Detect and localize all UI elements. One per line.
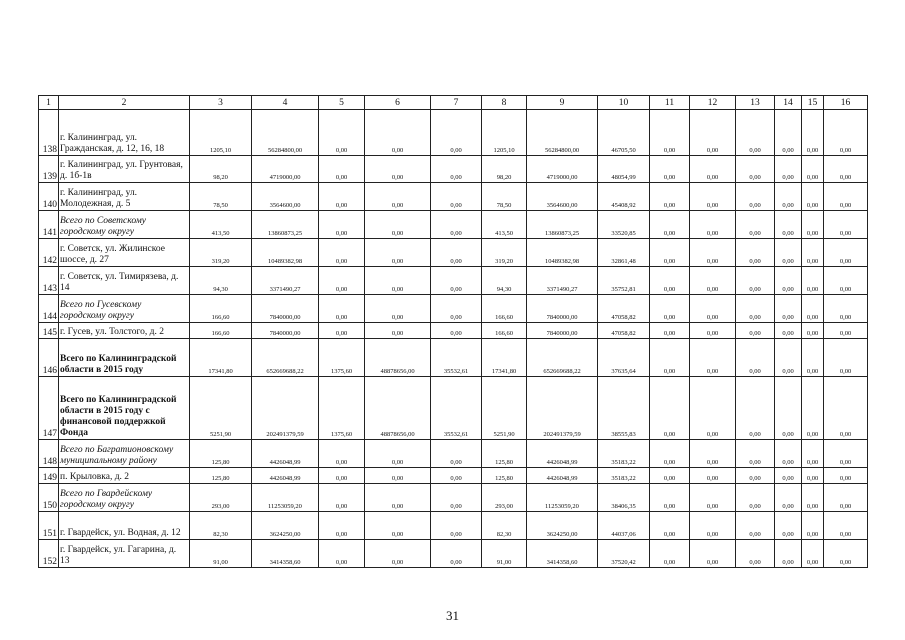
row-number: 149 [39, 468, 59, 484]
value-cell: 0,00 [650, 239, 690, 267]
value-cell: 0,00 [650, 484, 690, 512]
value-cell: 4426048,99 [527, 440, 598, 468]
value-cell: 56284800,00 [252, 110, 319, 156]
value-cell: 48054,99 [598, 156, 650, 183]
value-cell: 0,00 [431, 484, 482, 512]
value-cell: 0,00 [824, 183, 868, 211]
table-row [39, 440, 868, 468]
value-cell: 0,00 [431, 512, 482, 540]
object-name: г. Калининград, ул. Грунтовая, д. 1б-1в [59, 156, 190, 183]
value-cell: 0,00 [365, 468, 431, 484]
value-cell: 0,00 [802, 183, 824, 211]
value-cell: 0,00 [690, 468, 736, 484]
value-cell: 0,00 [824, 468, 868, 484]
value-cell: 3371490,27 [252, 267, 319, 295]
data-table [38, 95, 868, 568]
value-cell: 0,00 [365, 484, 431, 512]
object-name: г. Гвардейск, ул. Гагарина, д. 13 [59, 540, 190, 568]
value-cell: 0,00 [736, 156, 775, 183]
value-cell: 5251,90 [482, 377, 527, 440]
value-cell: 0,00 [802, 540, 824, 568]
row-number: 143 [39, 267, 59, 295]
value-cell: 0,00 [690, 295, 736, 323]
value-cell: 0,00 [802, 512, 824, 540]
value-cell: 0,00 [690, 512, 736, 540]
value-cell: 0,00 [802, 377, 824, 440]
header-cell: 12 [690, 96, 736, 110]
value-cell: 35532,61 [431, 339, 482, 377]
value-cell: 652669688,22 [252, 339, 319, 377]
value-cell: 3414358,60 [527, 540, 598, 568]
value-cell: 0,00 [802, 211, 824, 239]
row-number: 147 [39, 377, 59, 440]
value-cell: 319,20 [190, 239, 252, 267]
header-cell: 6 [365, 96, 431, 110]
value-cell: 5251,90 [190, 377, 252, 440]
table-row [39, 239, 868, 267]
table-row [39, 323, 868, 339]
value-cell: 0,00 [319, 484, 365, 512]
value-cell: 0,00 [650, 211, 690, 239]
value-cell: 48878656,00 [365, 377, 431, 440]
value-cell: 94,30 [482, 267, 527, 295]
header-cell: 15 [802, 96, 824, 110]
value-cell: 0,00 [802, 440, 824, 468]
table-row [39, 468, 868, 484]
value-cell: 293,00 [482, 484, 527, 512]
value-cell: 0,00 [775, 110, 802, 156]
value-cell: 98,20 [190, 156, 252, 183]
value-cell: 37635,64 [598, 339, 650, 377]
value-cell: 0,00 [802, 156, 824, 183]
value-cell: 0,00 [365, 512, 431, 540]
value-cell: 0,00 [802, 484, 824, 512]
value-cell: 0,00 [319, 239, 365, 267]
value-cell: 0,00 [824, 484, 868, 512]
value-cell: 78,50 [190, 183, 252, 211]
value-cell: 0,00 [690, 267, 736, 295]
value-cell: 0,00 [775, 377, 802, 440]
value-cell: 11253059,20 [527, 484, 598, 512]
value-cell: 11253059,20 [252, 484, 319, 512]
value-cell: 0,00 [690, 339, 736, 377]
value-cell: 10489382,98 [527, 239, 598, 267]
header-cell: 3 [190, 96, 252, 110]
value-cell: 0,00 [319, 468, 365, 484]
table-row [39, 211, 868, 239]
object-name: г. Калининград, ул. Молодежная, д. 5 [59, 183, 190, 211]
value-cell: 652669688,22 [527, 339, 598, 377]
value-cell: 0,00 [319, 110, 365, 156]
value-cell: 35183,22 [598, 468, 650, 484]
value-cell: 0,00 [775, 239, 802, 267]
value-cell: 45408,92 [598, 183, 650, 211]
value-cell: 0,00 [775, 295, 802, 323]
header-cell: 10 [598, 96, 650, 110]
value-cell: 3624250,00 [527, 512, 598, 540]
value-cell: 0,00 [690, 239, 736, 267]
object-name: Всего по Калининградской области в 2015 году [59, 339, 190, 377]
value-cell: 0,00 [802, 295, 824, 323]
value-cell: 1205,10 [482, 110, 527, 156]
value-cell: 38406,35 [598, 484, 650, 512]
value-cell: 0,00 [775, 468, 802, 484]
value-cell: 0,00 [650, 468, 690, 484]
value-cell: 0,00 [690, 440, 736, 468]
value-cell: 44037,06 [598, 512, 650, 540]
value-cell: 7840000,00 [252, 323, 319, 339]
value-cell: 4426048,99 [527, 468, 598, 484]
value-cell: 0,00 [802, 239, 824, 267]
value-cell: 4426048,99 [252, 440, 319, 468]
object-name: г. Калининград, ул. Гражданская, д. 12, 16, 18 [59, 110, 190, 156]
header-cell: 4 [252, 96, 319, 110]
value-cell: 1375,60 [319, 339, 365, 377]
value-cell: 0,00 [736, 323, 775, 339]
value-cell: 91,00 [482, 540, 527, 568]
value-cell: 0,00 [775, 183, 802, 211]
value-cell: 0,00 [736, 267, 775, 295]
value-cell: 0,00 [431, 183, 482, 211]
value-cell: 0,00 [319, 211, 365, 239]
value-cell: 48878656,00 [365, 339, 431, 377]
value-cell: 0,00 [775, 484, 802, 512]
value-cell: 0,00 [319, 512, 365, 540]
value-cell: 35532,61 [431, 377, 482, 440]
value-cell: 0,00 [736, 110, 775, 156]
row-number: 152 [39, 540, 59, 568]
value-cell: 0,00 [736, 339, 775, 377]
value-cell: 202491379,59 [252, 377, 319, 440]
row-number: 142 [39, 239, 59, 267]
value-cell: 0,00 [775, 339, 802, 377]
value-cell: 47058,82 [598, 295, 650, 323]
value-cell: 98,20 [482, 156, 527, 183]
value-cell: 0,00 [775, 267, 802, 295]
value-cell: 125,80 [482, 468, 527, 484]
value-cell: 0,00 [431, 323, 482, 339]
value-cell: 0,00 [736, 440, 775, 468]
value-cell: 0,00 [431, 211, 482, 239]
value-cell: 0,00 [319, 540, 365, 568]
value-cell: 0,00 [736, 377, 775, 440]
value-cell: 35183,22 [598, 440, 650, 468]
value-cell: 0,00 [824, 540, 868, 568]
value-cell: 0,00 [650, 183, 690, 211]
table-row [39, 484, 868, 512]
value-cell: 0,00 [690, 156, 736, 183]
header-cell: 1 [39, 96, 59, 110]
value-cell: 202491379,59 [527, 377, 598, 440]
row-number: 139 [39, 156, 59, 183]
row-number: 141 [39, 211, 59, 239]
value-cell: 0,00 [824, 339, 868, 377]
value-cell: 0,00 [650, 440, 690, 468]
value-cell: 0,00 [431, 440, 482, 468]
value-cell: 0,00 [431, 468, 482, 484]
value-cell: 7840000,00 [527, 295, 598, 323]
page-number: 31 [446, 608, 459, 623]
value-cell: 1205,10 [190, 110, 252, 156]
value-cell: 125,80 [482, 440, 527, 468]
value-cell: 0,00 [802, 468, 824, 484]
table-row [39, 377, 868, 440]
value-cell: 0,00 [775, 156, 802, 183]
value-cell: 7840000,00 [252, 295, 319, 323]
value-cell: 413,50 [482, 211, 527, 239]
value-cell: 4719000,00 [527, 156, 598, 183]
value-cell: 46705,50 [598, 110, 650, 156]
value-cell: 0,00 [431, 540, 482, 568]
value-cell: 38555,83 [598, 377, 650, 440]
value-cell: 0,00 [775, 540, 802, 568]
value-cell: 413,50 [190, 211, 252, 239]
value-cell: 0,00 [775, 211, 802, 239]
value-cell: 0,00 [365, 323, 431, 339]
header-cell: 5 [319, 96, 365, 110]
value-cell: 0,00 [650, 267, 690, 295]
value-cell: 0,00 [650, 540, 690, 568]
value-cell: 0,00 [319, 183, 365, 211]
value-cell: 293,00 [190, 484, 252, 512]
value-cell: 0,00 [824, 239, 868, 267]
value-cell: 0,00 [802, 110, 824, 156]
value-cell: 0,00 [690, 211, 736, 239]
table-row [39, 267, 868, 295]
value-cell: 0,00 [824, 267, 868, 295]
header-cell: 13 [736, 96, 775, 110]
table-row [39, 339, 868, 377]
value-cell: 166,60 [190, 323, 252, 339]
value-cell: 82,30 [190, 512, 252, 540]
value-cell: 1375,60 [319, 377, 365, 440]
value-cell: 0,00 [365, 110, 431, 156]
value-cell: 166,60 [482, 323, 527, 339]
value-cell: 0,00 [736, 183, 775, 211]
value-cell: 91,00 [190, 540, 252, 568]
value-cell: 13860873,25 [252, 211, 319, 239]
object-name: п. Крыловка, д. 2 [59, 468, 190, 484]
value-cell: 94,30 [190, 267, 252, 295]
object-name: г. Гусев, ул. Толстого, д. 2 [59, 323, 190, 339]
header-cell: 11 [650, 96, 690, 110]
value-cell: 0,00 [824, 377, 868, 440]
value-cell: 0,00 [736, 211, 775, 239]
value-cell: 0,00 [650, 156, 690, 183]
value-cell: 32861,48 [598, 239, 650, 267]
object-name: г. Советск, ул. Жилинское шоссе, д. 27 [59, 239, 190, 267]
object-name: г. Гвардейск, ул. Водная, д. 12 [59, 512, 190, 540]
value-cell: 0,00 [802, 339, 824, 377]
value-cell: 4719000,00 [252, 156, 319, 183]
value-cell: 0,00 [802, 267, 824, 295]
table-body [39, 96, 868, 568]
row-number: 148 [39, 440, 59, 468]
value-cell: 0,00 [736, 295, 775, 323]
value-cell: 0,00 [736, 239, 775, 267]
value-cell: 0,00 [431, 156, 482, 183]
value-cell: 0,00 [319, 295, 365, 323]
header-cell: 16 [824, 96, 868, 110]
table-row [39, 183, 868, 211]
value-cell: 0,00 [690, 484, 736, 512]
value-cell: 35752,81 [598, 267, 650, 295]
table-row [39, 295, 868, 323]
value-cell: 0,00 [775, 323, 802, 339]
value-cell: 0,00 [650, 295, 690, 323]
row-number: 150 [39, 484, 59, 512]
value-cell: 0,00 [736, 540, 775, 568]
value-cell: 3564600,00 [252, 183, 319, 211]
row-number: 144 [39, 295, 59, 323]
value-cell: 0,00 [431, 239, 482, 267]
value-cell: 0,00 [319, 156, 365, 183]
value-cell: 13860873,25 [527, 211, 598, 239]
value-cell: 0,00 [650, 512, 690, 540]
row-number: 140 [39, 183, 59, 211]
value-cell: 82,30 [482, 512, 527, 540]
row-number: 138 [39, 110, 59, 156]
object-name: Всего по Гусевскому городскому округу [59, 295, 190, 323]
object-name: Всего по Калининградской области в 2015 году с финансовой поддержкой Фонда [59, 377, 190, 440]
value-cell: 0,00 [690, 110, 736, 156]
value-cell: 0,00 [736, 512, 775, 540]
value-cell: 17341,80 [482, 339, 527, 377]
header-cell: 2 [59, 96, 190, 110]
value-cell: 0,00 [319, 440, 365, 468]
value-cell: 0,00 [824, 323, 868, 339]
value-cell: 0,00 [365, 540, 431, 568]
object-name: г. Советск, ул. Тимирязева, д. 14 [59, 267, 190, 295]
value-cell: 7840000,00 [527, 323, 598, 339]
value-cell: 125,80 [190, 468, 252, 484]
table-row [39, 110, 868, 156]
value-cell: 0,00 [824, 156, 868, 183]
object-name: Всего по Гвардейскому городскому округу [59, 484, 190, 512]
value-cell: 3624250,00 [252, 512, 319, 540]
value-cell: 0,00 [690, 183, 736, 211]
value-cell: 17341,80 [190, 339, 252, 377]
value-cell: 0,00 [824, 512, 868, 540]
value-cell: 78,50 [482, 183, 527, 211]
value-cell: 0,00 [431, 295, 482, 323]
header-cell: 9 [527, 96, 598, 110]
value-cell: 0,00 [650, 339, 690, 377]
value-cell: 0,00 [365, 156, 431, 183]
row-number: 151 [39, 512, 59, 540]
value-cell: 0,00 [802, 323, 824, 339]
value-cell: 0,00 [775, 440, 802, 468]
value-cell: 0,00 [650, 377, 690, 440]
value-cell: 0,00 [690, 540, 736, 568]
value-cell: 0,00 [431, 110, 482, 156]
value-cell: 0,00 [775, 512, 802, 540]
value-cell: 166,60 [190, 295, 252, 323]
value-cell: 0,00 [824, 110, 868, 156]
value-cell: 125,80 [190, 440, 252, 468]
header-cell: 7 [431, 96, 482, 110]
value-cell: 0,00 [365, 440, 431, 468]
header-cell: 14 [775, 96, 802, 110]
value-cell: 10489382,98 [252, 239, 319, 267]
row-number: 145 [39, 323, 59, 339]
value-cell: 0,00 [365, 211, 431, 239]
value-cell: 37520,42 [598, 540, 650, 568]
value-cell: 0,00 [365, 267, 431, 295]
value-cell: 0,00 [431, 267, 482, 295]
object-name: Всего по Багратионовскому муниципальному району [59, 440, 190, 468]
value-cell: 0,00 [736, 484, 775, 512]
value-cell: 0,00 [650, 323, 690, 339]
value-cell: 0,00 [650, 110, 690, 156]
value-cell: 0,00 [736, 468, 775, 484]
table-row [39, 156, 868, 183]
header-cell: 8 [482, 96, 527, 110]
value-cell: 0,00 [690, 323, 736, 339]
row-number: 146 [39, 339, 59, 377]
value-cell: 166,60 [482, 295, 527, 323]
value-cell: 0,00 [824, 211, 868, 239]
value-cell: 319,20 [482, 239, 527, 267]
value-cell: 4426048,99 [252, 468, 319, 484]
value-cell: 0,00 [690, 377, 736, 440]
value-cell: 47058,82 [598, 323, 650, 339]
value-cell: 3564600,00 [527, 183, 598, 211]
value-cell: 3414358,60 [252, 540, 319, 568]
value-cell: 0,00 [319, 267, 365, 295]
value-cell: 0,00 [824, 440, 868, 468]
value-cell: 0,00 [319, 323, 365, 339]
value-cell: 0,00 [365, 183, 431, 211]
table-row [39, 512, 868, 540]
value-cell: 0,00 [365, 239, 431, 267]
table-row [39, 540, 868, 568]
value-cell: 3371490,27 [527, 267, 598, 295]
value-cell: 0,00 [365, 295, 431, 323]
header-row [39, 96, 868, 110]
value-cell: 33520,85 [598, 211, 650, 239]
value-cell: 0,00 [824, 295, 868, 323]
value-cell: 56284800,00 [527, 110, 598, 156]
object-name: Всего по Советскому городскому округу [59, 211, 190, 239]
